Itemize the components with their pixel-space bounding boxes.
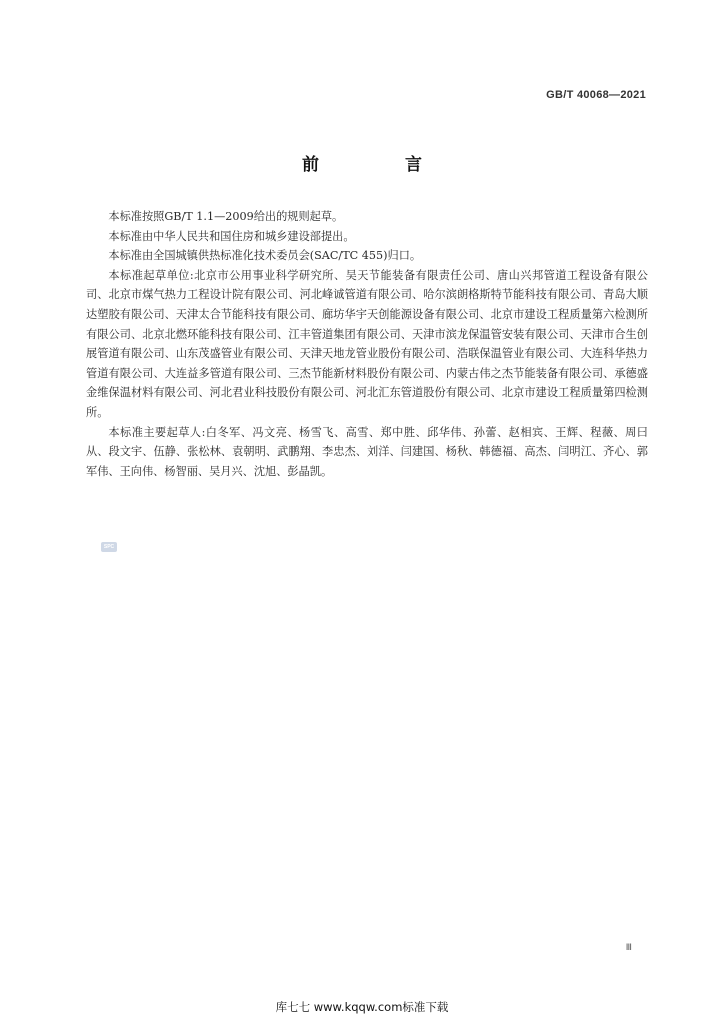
- paragraph-proposer: 本标准由中华人民共和国住房和城乡建设部提出。: [108, 229, 355, 243]
- page-title: 前 言: [302, 155, 462, 175]
- paragraph-administrator: 本标准由全国城镇供热标准化技术委员会(SAC/TC 455)归口。: [108, 249, 422, 263]
- spc-logo-icon: SPC: [101, 542, 117, 552]
- paragraph-drafting-units: 本标准起草单位:北京市公用事业科学研究所、吴天节能装备有限责任公司、唐山兴邦管道工程设备有限公司、北京市煤气热力工程设计院有限公司、河北峰诚管道有限公司、哈尔滨朗格斯特节能科技有限公司、青岛大顺达塑胶有限公司、天津太合节能科技有限公司、廊坊华宇天创能源设备有限公司、北京市建设工程质量第六检测所有限公司、北京北燃环能科技有限公司、江丰管道集团有限公司、天津市滨龙保温管安装有限公司、天津市合生创展管道有限公司、山东茂盛管业有限公司、天津天地龙管业股份有限公司、浩联保温管业有限公司、大连科华热力管道有限公司、大连益多管道有限公司、三杰节能新材料股份有限公司、内蒙古伟之杰节能装备有限公司、承德盛金维保温材料有限公司、河北君业科技股份有限公司、河北汇东管道股份有限公司、北京市建设工程质量第四检测所。: [86, 268, 648, 419]
- page-number: Ⅲ: [625, 942, 632, 952]
- paragraph-drafting-rules: 本标准按照GB/T 1.1—2009给出的规则起草。: [108, 210, 344, 223]
- foreword-body: [86, 207, 648, 481]
- footer-watermark: 库七七 www.kqqw.com标准下载: [275, 1000, 449, 1014]
- paragraph-drafters: 本标准主要起草人:白冬军、冯文亮、杨雪飞、高雪、郑中胜、邱华伟、孙蕾、赵相宾、王辉、程薇、周曰从、段文宇、伍静、张松林、袁朝明、武鹏翔、李忠杰、刘洋、闫建国、杨秋、韩德福、高杰、闫明江、齐心、郭军伟、王向伟、杨智丽、吴月兴、沈旭、彭晶凯。: [86, 425, 648, 478]
- standard-code: GB/T 40068—2021: [546, 89, 646, 101]
